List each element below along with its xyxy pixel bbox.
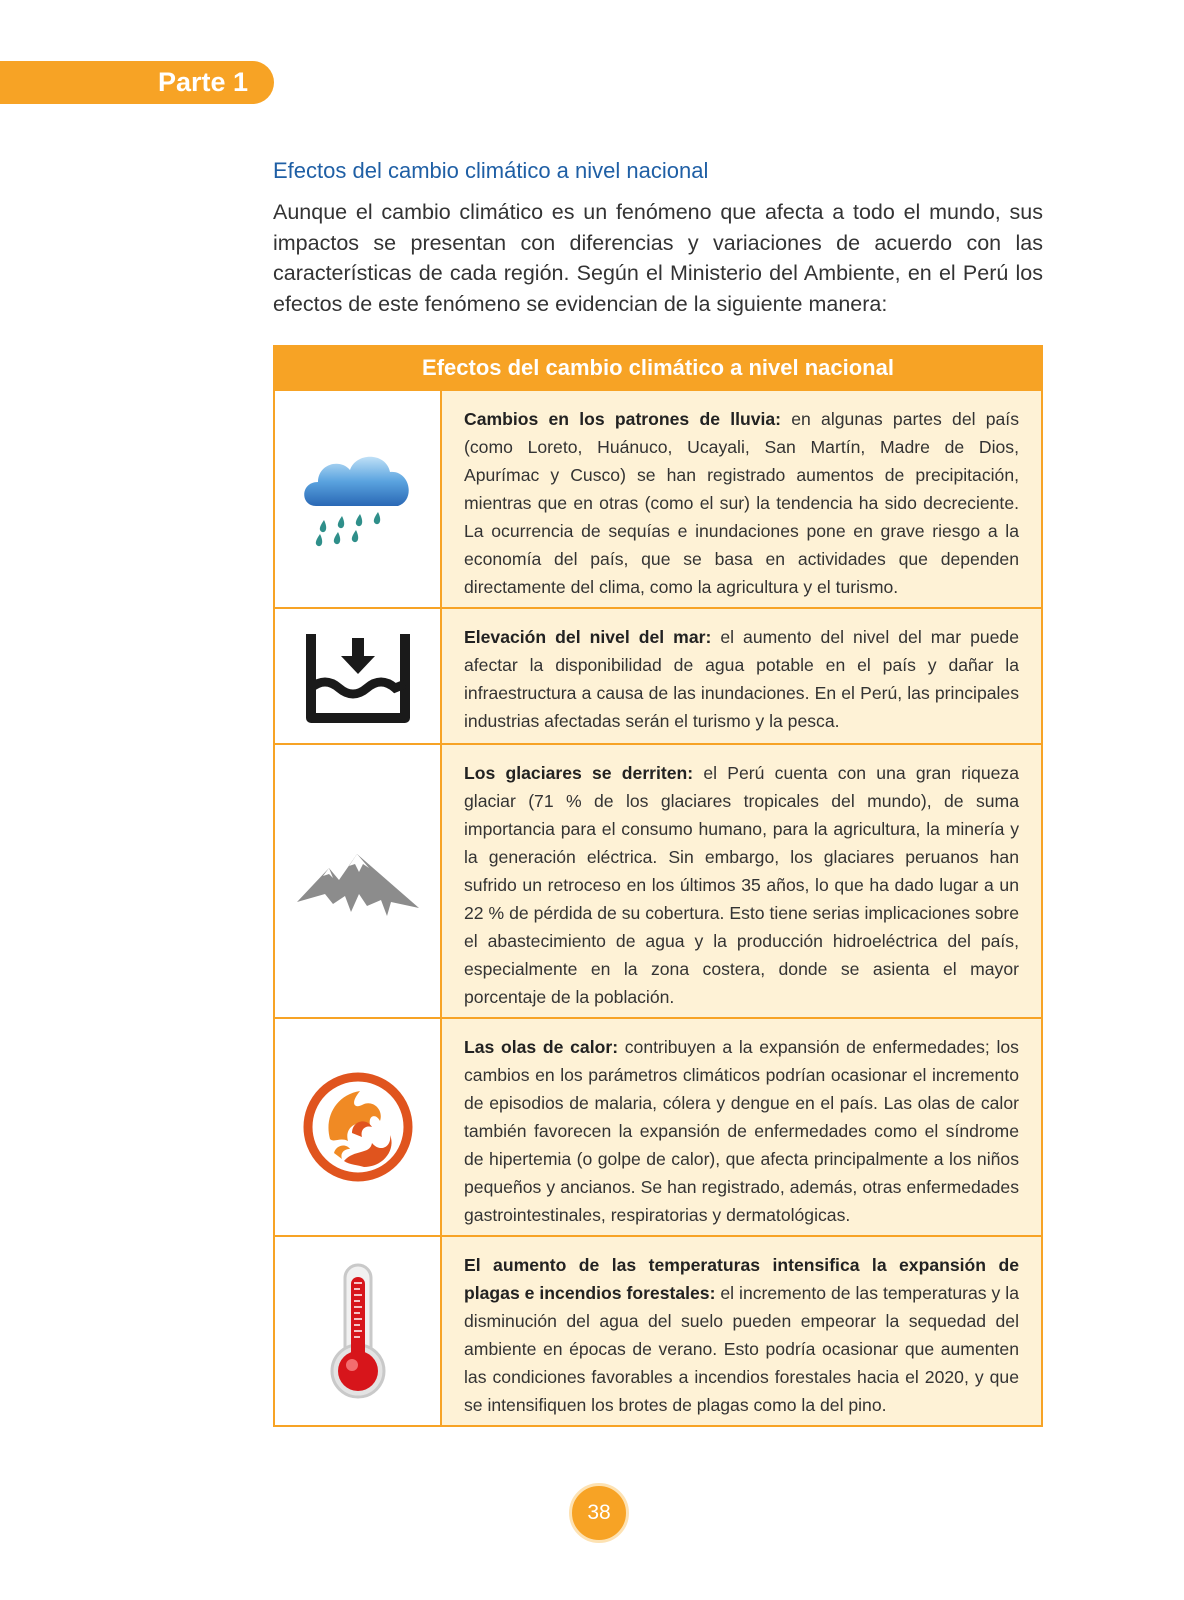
row-heading: Las olas de calor:: [464, 1037, 619, 1057]
icon-cell: [275, 745, 442, 1017]
section-title: Efectos del cambio climático a nivel nacional: [273, 158, 709, 183]
effects-table: [273, 345, 1043, 1427]
row-body: en algunas partes del país (como Loreto, Huánuco, Ucayali, San Martín, Madre de Dios, Apurímac y Cusco) se han registrado aumentos de precipitación, mientras que en otras (como el sur) la tendencia ha sido decreciente. La ocurrencia de sequías e inundaciones pone en grave riesgo a la economía del país, que se basa en actividades que dependen directamente del clima, como la agricultura y el turismo.: [464, 409, 1019, 597]
part-label: Parte 1: [157, 67, 248, 97]
table-row-heat-waves: [275, 1017, 1041, 1235]
row-text: [442, 1019, 1041, 1235]
row-body: el aumento del nivel del mar puede afectar la disponibilidad de agua potable en el país y dañar la infraestructura a causa de las inundaciones. En el Perú, las principales industrias afectadas serán el turismo y la pesca.: [464, 627, 1019, 731]
page-number: 38: [569, 1483, 629, 1543]
table-row-temperatures: [275, 1235, 1041, 1425]
table-header: Efectos del cambio climático a nivel nacional: [275, 347, 1041, 389]
row-heading: El aumento de las temperaturas intensifica la expansión de plagas e incendios forestales:: [464, 1255, 1019, 1303]
icon-cell: [275, 609, 442, 743]
row-body: el Perú cuenta con una gran riqueza glaciar (71 % de los glaciares tropicales del mundo), de suma importancia para el consumo humano, para la agricultura, la minería y la generación eléctrica. Sin embargo, los glaciares peruanos han sufrido un retroceso en los últimos 35 años, lo que ha dado lugar a un 22 % de pérdida de su cobertura. Esto tiene serias implicaciones sobre el abastecimiento de agua y la producción hidroeléctrica del país, especialmente en la zona costera, donde se asienta el mayor porcentaje de la población.: [464, 763, 1019, 1007]
icon-cell: [275, 391, 442, 607]
row-body: contribuyen a la expansión de enfermedades; los cambios en los parámetros climáticos podrían ocasionar el incremento de episodios de malaria, cólera y dengue en el país. Las olas de calor también favorecen la expansión de enfermedades como el síndrome de hipertemia (o golpe de calor), que afecta principalmente a los niños pequeños y ancianos. Se han registrado, además, otras enfermedades gastrointestinales, respiratorias y dermatológicas.: [464, 1037, 1019, 1225]
part-tab: [0, 61, 274, 104]
sea-level-rise-icon: [303, 628, 413, 724]
row-heading: Los glaciares se derriten:: [464, 763, 694, 783]
row-text: [442, 391, 1041, 607]
row-text: [442, 609, 1041, 743]
row-heading: Elevación del nivel del mar:: [464, 627, 712, 647]
table-row-sea-level: [275, 607, 1041, 743]
row-text: [442, 1237, 1041, 1425]
icon-cell: [275, 1237, 442, 1425]
row-text: [442, 745, 1041, 1017]
rain-cloud-icon: [298, 444, 418, 554]
table-row-glaciers: [275, 743, 1041, 1017]
intro-paragraph: Aunque el cambio climático es un fenómeno que afecta a todo el mundo, sus impactos se presentan con diferencias y variaciones de acuerdo con las características de cada región. Según el Ministerio del Ambiente, en el Perú los efectos de este fenómeno se evidencian de la siguiente manera:: [273, 200, 1043, 316]
row-heading: Cambios en los patrones de lluvia:: [464, 409, 782, 429]
icon-cell: [275, 1019, 442, 1235]
heat-wave-icon: [300, 1069, 416, 1185]
thermometer-icon: [323, 1261, 393, 1401]
table-row-rain: [275, 389, 1041, 607]
row-body: el incremento de las temperaturas y la disminución del agua del suelo pueden empeorar la sequedad del ambiente en épocas de verano. Esto podría ocasionar que aumenten las condiciones favorables a incendios forestales hacia el 2020, y que se intensifiquen los brotes de plagas como la del pino.: [464, 1283, 1019, 1415]
mountain-icon: [295, 846, 421, 916]
